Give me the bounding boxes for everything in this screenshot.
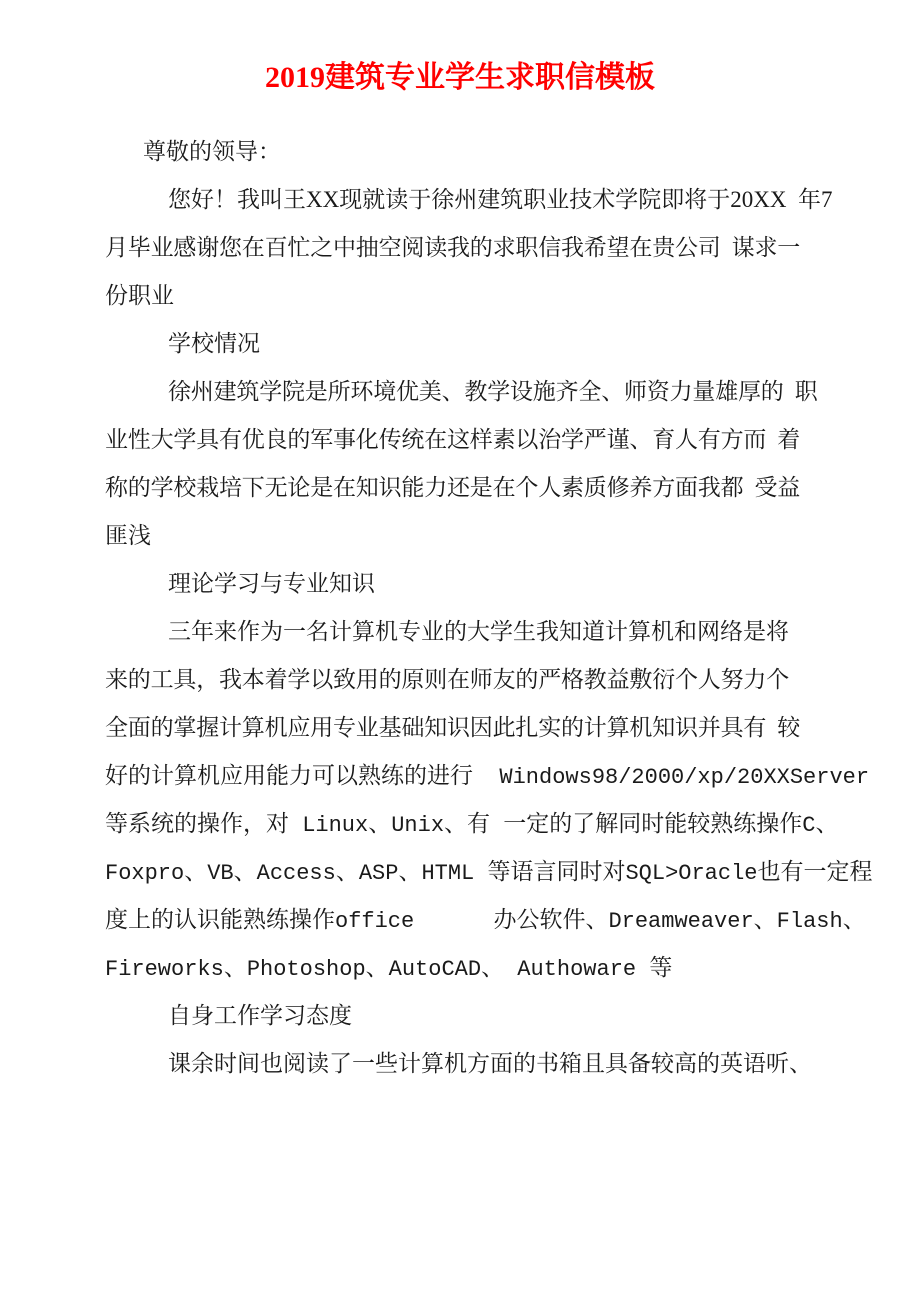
latin-run: C [802,813,816,838]
latin-run: Foxpro [105,861,185,886]
latin-run: Windows98/2000/xp/20XXServer [473,765,870,790]
latin-run: Flash [776,909,843,934]
text-line: 月毕业感谢您在百忙之中抽空阅读我的求职信我希望在贵公司 谋求一 [105,235,801,260]
latin-run: SQL>Oracle [625,861,758,886]
text-line: 称的学校栽培下无论是在知识能力还是在个人素质修养方面我都 受益 [105,475,801,500]
latin-run [490,813,503,838]
text-line: 业性大学具有优良的军事化传统在这样素以治学严谨、育人有方而 着 [105,427,801,452]
latin-run: AutoCAD [388,957,482,982]
latin-run: office [335,909,494,934]
latin-run: VB [207,861,234,886]
latin-run: Linux [289,813,369,838]
section-heading: 理论学习与专业知识 [168,571,375,596]
document-body [105,128,873,1088]
document-title: 2019建筑专业学生求职信模板 [265,61,655,94]
latin-run: Authoware [504,957,650,982]
text-line: 来的工具，我本着学以致用的原则在师友的严格教益敷衍个人努力个 [105,667,790,692]
latin-run: ASP [358,861,399,886]
text-line: 匪浅 [105,523,151,548]
latin-run: Access [256,861,336,886]
latin-run: Fireworks [105,957,224,982]
section-heading: 学校情况 [168,331,260,356]
latin-run: HTML [421,861,488,886]
latin-run: Unix [391,813,445,838]
section-heading: 自身工作学习态度 [168,1003,352,1028]
text-line: 全面的掌握计算机应用专业基础知识因此扎实的计算机知识并具有 较 [105,715,801,740]
text-line: 尊敬的领导： [143,139,281,164]
text-line: 度上的认识能熟练操作office 办公软件、Dreamweaver、Flash、 [105,907,866,934]
text-line: 份职业 [105,283,174,308]
text-line: 三年来作为一名计算机专业的大学生我知道计算机和网络是将 [168,619,789,644]
text-line: 课余时间也阅读了一些计算机方面的书箱且具备较高的英语听、 [168,1051,812,1076]
latin-run: Photoshop [246,957,366,982]
text-line: 徐州建筑学院是所环境优美、教学设施齐全、师资力量雄厚的 职 [168,379,818,404]
text-line: Foxpro、VB、Access、ASP、HTML 等语言同时对SQL>Oracle也有一定程 [105,859,873,886]
text-line: 等系统的操作，对 Linux、Unix、有 一定的了解同时能较熟练操作C、 [105,811,839,838]
latin-run: Dreamweaver [608,909,754,934]
text-line: Fireworks、Photoshop、AutoCAD、 Authoware 等 [105,955,673,982]
text-line: 您好！我叫王XX现就读于徐州建筑职业技术学院即将于20XX 年7 [168,187,833,212]
text-line: 好的计算机应用能力可以熟练的进行 Windows98/2000/xp/20XXServer [105,763,870,790]
